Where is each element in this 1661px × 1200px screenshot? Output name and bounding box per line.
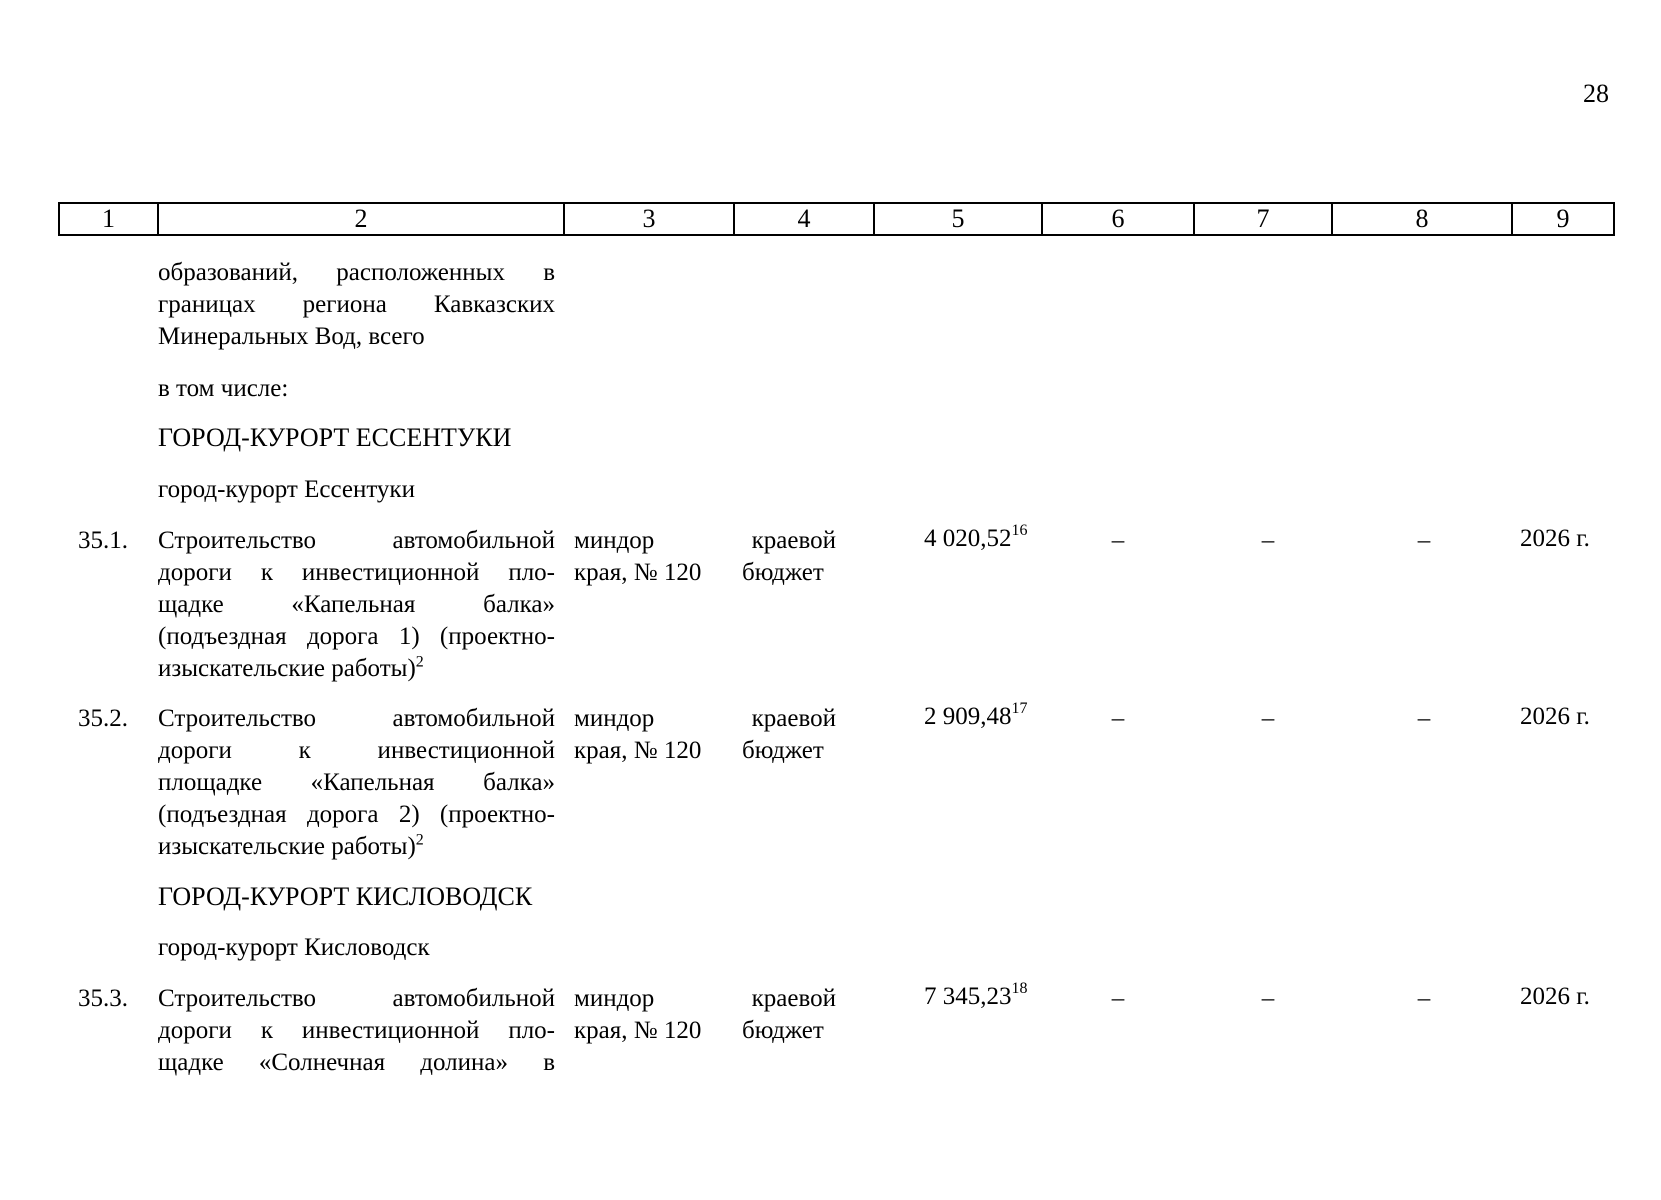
- footnote-mark: 2: [415, 831, 424, 849]
- footnote-mark: 17: [1011, 699, 1028, 717]
- responsible-source-line1: [574, 525, 836, 557]
- responsible-source-line1: [574, 703, 836, 735]
- page-number: 28: [1583, 79, 1609, 108]
- amount: 7 345,23$^{18}$: [924, 979, 1028, 1010]
- row-number: 35.3.: [78, 985, 128, 1012]
- responsible-source-line1: [574, 983, 836, 1015]
- responsible: миндор: [574, 527, 655, 554]
- funding-source-line2: бюджет: [742, 1017, 824, 1044]
- responsible-line2: края, № 120: [574, 1017, 702, 1044]
- column-header: 3: [564, 203, 734, 235]
- section-subtitle-essentuki: город-курорт Ессентуки: [158, 476, 415, 503]
- column-header-table: [58, 202, 1615, 236]
- responsible-line2: края, № 120: [574, 737, 702, 764]
- col8-value: –: [1417, 985, 1431, 1012]
- footnote-mark: 16: [1011, 521, 1028, 539]
- row-description: Строительство автомобильной дороги к инвестиционной пло- щадке «Капельная балка» (подъездная дорога 1) (проектно- изыскательские работы)$^2$: [158, 527, 555, 682]
- section-title-kislovodsk: ГОРОД-КУРОРТ КИСЛОВОДСК: [158, 882, 533, 911]
- including-label: в том числе:: [158, 375, 289, 402]
- year: 2026 г.: [1520, 983, 1590, 1010]
- row-number: 35.1.: [78, 527, 128, 554]
- column-header: 5: [874, 203, 1042, 235]
- column-header: 6: [1042, 203, 1194, 235]
- funding-source: краевой: [751, 985, 836, 1012]
- col6-value: –: [1111, 527, 1125, 554]
- column-header: 4: [734, 203, 874, 235]
- col6-value: –: [1111, 985, 1125, 1012]
- col7-value: –: [1261, 985, 1275, 1012]
- row-number: 35.2.: [78, 705, 128, 732]
- row-description: Строительство автомобильной дороги к инвестиционной площадке «Капельная балка» (подъездная дорога 2) (проектно- изыскательские работы)$^2$: [158, 705, 555, 860]
- column-header: 1: [59, 203, 158, 235]
- funding-source-line2: бюджет: [742, 559, 824, 586]
- footnote-mark: 2: [415, 653, 424, 671]
- column-header: 8: [1332, 203, 1512, 235]
- section-title-essentuki: ГОРОД-КУРОРТ ЕССЕНТУКИ: [158, 423, 512, 452]
- funding-source: краевой: [751, 527, 836, 554]
- amount: 2 909,48$^{17}$: [924, 699, 1028, 730]
- section-subtitle-kislovodsk: город-курорт Кисловодск: [158, 934, 430, 961]
- intro-text: образований, расположенных в границах региона Кавказских Минеральных Вод, всего: [158, 259, 555, 350]
- footnote-mark: 18: [1011, 979, 1028, 997]
- col6-value: –: [1111, 705, 1125, 732]
- col7-value: –: [1261, 705, 1275, 732]
- col8-value: –: [1417, 527, 1431, 554]
- funding-source-line2: бюджет: [742, 737, 824, 764]
- year: 2026 г.: [1520, 703, 1590, 730]
- col7-value: –: [1261, 527, 1275, 554]
- year: 2026 г.: [1520, 525, 1590, 552]
- responsible: миндор: [574, 985, 655, 1012]
- funding-source: краевой: [751, 705, 836, 732]
- col8-value: –: [1417, 705, 1431, 732]
- amount: 4 020,52$^{16}$: [924, 521, 1028, 552]
- row-description: Строительство автомобильной дороги к инвестиционной пло- щадке «Солнечная долина» в: [158, 985, 555, 1076]
- column-header: 7: [1194, 203, 1332, 235]
- column-header-row: [59, 203, 1614, 235]
- column-header: 2: [158, 203, 564, 235]
- responsible-line2: края, № 120: [574, 559, 702, 586]
- responsible: миндор: [574, 705, 655, 732]
- column-header: 9: [1512, 203, 1614, 235]
